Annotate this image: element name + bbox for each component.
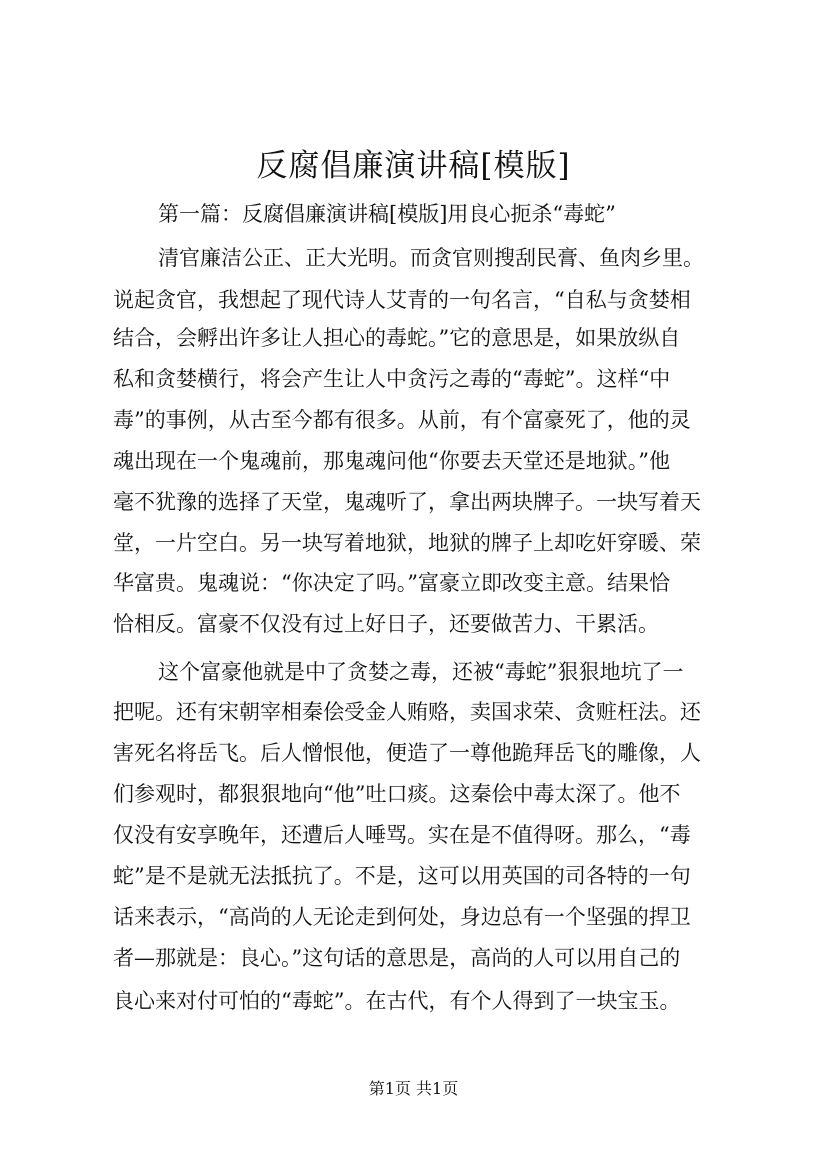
document-subtitle: 第一篇：反腐倡廉演讲稿[模版]用良心扼杀“毒蛇”	[158, 202, 616, 226]
text-line: 华富贵。鬼魂说：“你决定了吗。”富豪立即改变主意。结果恰	[113, 571, 670, 595]
text-line: 毫不犹豫的选择了天堂，鬼魂听了，拿出两块牌子。一块写着天	[113, 490, 701, 514]
text-line: 害死名将岳飞。后人憎恨他，便造了一尊他跪拜岳飞的雕像，人	[113, 741, 701, 765]
text-line: 这个富豪他就是中了贪婪之毒，还被“毒蛇”狠狠地坑了一	[158, 660, 684, 684]
text-line: 蛇”是不是就无法抵抗了。不是，这可以用英国的司各特的一句	[113, 864, 691, 888]
text-line: 良心来对付可怕的“毒蛇”。在古代，有个人得到了一块宝玉。	[113, 989, 681, 1013]
text-line: 们参观时，都狠狠地向“他”吐口痰。这秦侩中毒太深了。他不	[113, 782, 681, 806]
text-line: 清官廉洁公正、正大光明。而贪官则搜刮民膏、鱼肉乡里。	[158, 246, 704, 270]
text-line: 把呢。还有宋朝宰相秦侩受金人贿赂，卖国求荣、贪赃枉法。还	[113, 700, 701, 724]
text-line: 恰相反。富豪不仅没有过上好日子，还要做苦力、干累活。	[113, 612, 659, 636]
text-line: 话来表示，“高尚的人无论走到何处，身边总有一个坚强的捍卫	[113, 905, 691, 929]
text-line: 仅没有安享晚年，还遭后人唾骂。实在是不值得呀。那么，“毒	[113, 823, 691, 847]
document-title: 反腐倡廉演讲稿[模版]	[256, 148, 571, 184]
text-line: 毒”的事例，从古至今都有很多。从前，有个富豪死了，他的灵	[113, 408, 691, 432]
text-line: 者—那就是：良心。”这句话的意思是，高尚的人可以用自己的	[113, 946, 681, 970]
text-line: 说起贪官，我想起了现代诗人艾青的一句名言，“自私与贪婪相	[113, 288, 691, 312]
text-line: 结合，会孵出许多让人担心的毒蛇。”它的意思是，如果放纵自	[113, 326, 681, 350]
page-number: 第1页 共1页	[368, 1079, 459, 1098]
text-line: 私和贪婪横行，将会产生让人中贪污之毒的“毒蛇”。这样“中	[113, 367, 671, 391]
text-line: 堂，一片空白。另一块写着地狱，地狱的牌子上却吃奸穿暖、荣	[113, 531, 701, 555]
text-line: 魂出现在一个鬼魂前，那鬼魂问他“你要去天堂还是地狱。”他	[113, 449, 670, 473]
